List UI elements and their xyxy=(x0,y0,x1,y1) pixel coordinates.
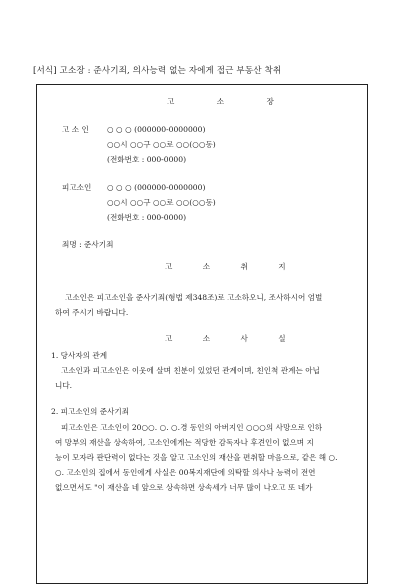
facts-heading: 고 소 사 실 xyxy=(165,334,300,343)
purpose-heading: 고 소 취 지 xyxy=(165,262,300,271)
complainant-address: ○○시 ○○구 ○○로 ○○(○○동) xyxy=(107,140,216,149)
section2-line-4: ○. 고소인의 집에서 동인에게 사실은 00복지재단에 의탁할 의사나 능력이 전연 xyxy=(55,468,316,477)
complainant-name: ○ ○ ○ (000000-0000000) xyxy=(107,125,206,134)
accused-address: ○○시 ○○구 ○○로 ○○(○○동) xyxy=(107,198,216,207)
section1-line-1: 고소인과 피고소인은 이웃에 살며 친분이 있었던 관계이며, 친인척 관계는 아닙 xyxy=(61,366,320,375)
accused-label: 피고소인 xyxy=(62,183,92,192)
section1-heading: 1. 당사자의 관계 xyxy=(51,351,108,360)
section2-line-1: 피고소인은 고소인이 20○○. ○. ○.경 동인의 아버지인 ○○○의 사망으로 인하 xyxy=(61,423,323,432)
complainant-label: 고 소 인 xyxy=(62,125,89,134)
section2-line-3: 능이 모자라 판단력이 없다는 것을 알고 고소인의 재산을 편취할 마음으로, 같은 해 ○. xyxy=(55,453,338,462)
purpose-line-2: 하여 주시기 바랍니다. xyxy=(55,308,129,317)
accused-phone: (전화번호 : 000-0000) xyxy=(107,213,187,222)
complaint-document xyxy=(36,84,368,584)
accused-name: ○ ○ ○ (000000-0000000) xyxy=(107,183,206,192)
document-title: 고 소 장 xyxy=(167,97,294,106)
section2-line-2: 여 망부의 재산을 상속하여, 고소인에게는 적당한 감독자나 후견인이 없으며 지 xyxy=(55,438,314,447)
complainant-phone: (전화번호 : 000-0000) xyxy=(107,155,187,164)
section1-line-2: 니다. xyxy=(55,381,73,390)
charge-line: 죄명 : 준사기죄 xyxy=(62,240,114,249)
section2-line-5: 없으면서도 "이 재산을 네 앞으로 상속하면 상속세가 너무 많이 나오고 또 네가 xyxy=(55,483,313,492)
form-caption: [서식] 고소장 : 준사기죄, 의사능력 없는 자에게 접근 부동산 착취 xyxy=(33,66,282,76)
purpose-line-1: 고소인은 피고소인을 준사기죄(형법 제348조)로 고소하오니, 조사하시어 엄벌 xyxy=(65,293,323,302)
section2-heading: 2. 피고소인의 준사기죄 xyxy=(51,407,130,416)
